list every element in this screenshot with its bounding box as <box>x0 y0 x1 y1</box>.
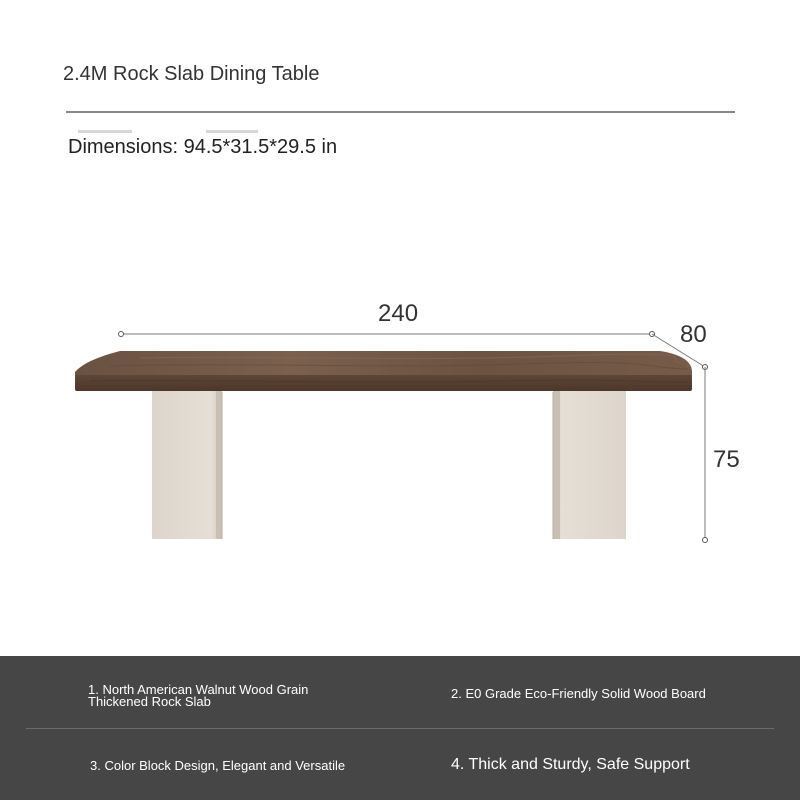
faded-text-mark <box>206 130 258 133</box>
table-leg-left <box>152 388 222 539</box>
feature-4: 4. Thick and Sturdy, Safe Support <box>451 756 690 773</box>
dimension-marker <box>119 332 124 337</box>
table-leg-right <box>553 388 626 539</box>
features-divider <box>26 728 774 729</box>
feature-1-line-1: 1. North American Walnut Wood Grain <box>88 682 309 697</box>
dimensions-text: Dimensions: 94.5*31.5*29.5 in <box>68 136 338 158</box>
feature-1-line-2: Thickened Rock Slab <box>88 694 211 709</box>
feature-3: 3. Color Block Design, Elegant and Versatile <box>90 758 346 773</box>
depth-label: 80 <box>680 321 707 348</box>
features-panel <box>0 656 800 800</box>
width-label: 240 <box>378 300 419 327</box>
feature-2: 2. E0 Grade Eco-Friendly Solid Wood Board <box>451 686 706 701</box>
product-illustration <box>0 290 800 560</box>
tabletop <box>75 351 692 391</box>
dimension-marker <box>703 538 708 543</box>
title-divider <box>66 111 735 113</box>
faded-text-mark <box>78 130 132 133</box>
height-label: 75 <box>713 446 740 473</box>
page-title: 2.4M Rock Slab Dining Table <box>63 63 320 85</box>
